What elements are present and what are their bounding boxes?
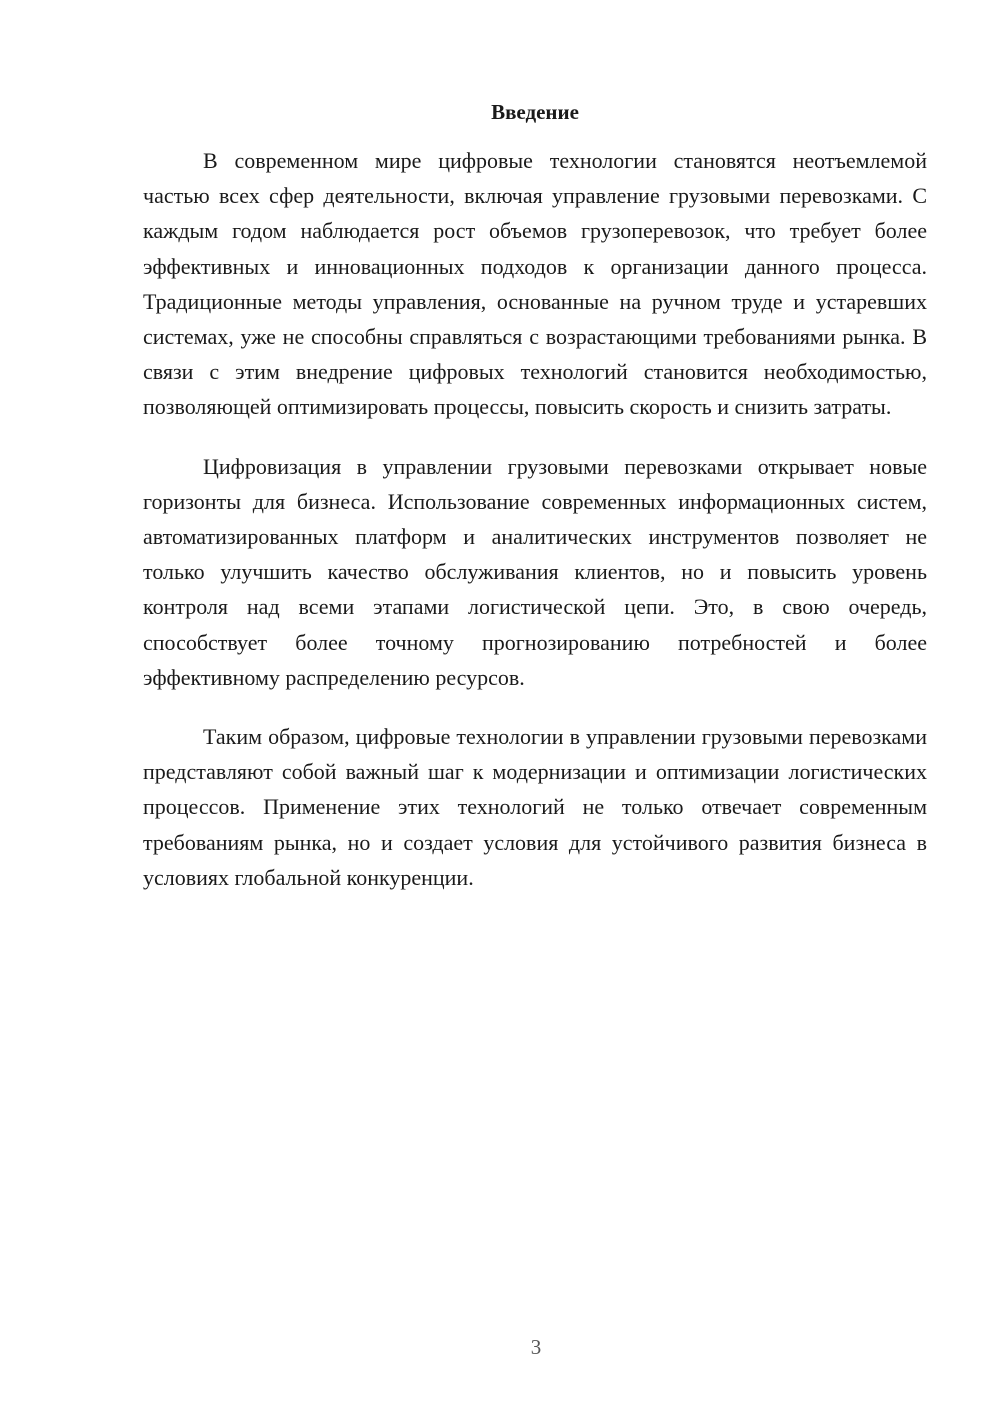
section-title: Введение bbox=[491, 100, 579, 124]
paragraph: Цифровизация в управлении грузовыми перевозками открывает новые горизонты для бизнеса. Использование современных информационных систем, автоматизированных платформ и аналитических инструментов позволяет не только улучшить качество обслуживания клиентов, но и повысить уровень контроля над всеми этапами логистической цепи. Это, в свою очередь, способствует более точному прогнозированию потребностей и более эффективному распределению ресурсов. bbox=[143, 453, 927, 690]
page-number: 3 bbox=[530, 1335, 542, 1359]
paragraph: Таким образом, цифровые технологии в управлении грузовыми перевозками представляют собой важный шаг к модернизации и оптимизации логистических процессов. Применение этих технологий не только отвечает современным требованиям рынка, но и создает условия для устойчивого развития бизнеса в условиях глобальной конкуренции. bbox=[143, 724, 927, 890]
body-text bbox=[143, 143, 927, 919]
paragraph: В современном мире цифровые технологии становятся неотъемлемой частью всех сфер деятельности, включая управление грузовыми перевозками. С каждым годом наблюдается рост объемов грузоперевозок, что требует более эффективных и инновационных подходов к организации данного процесса. Традиционные методы управления, основанные на ручном труде и устаревших системах, уже не способны справляться с возрастающими требованиями рынка. В связи с этим внедрение цифровых технологий становится необходимостью, позволяющей оптимизировать процессы, повысить скорость и снизить затраты. bbox=[143, 148, 927, 420]
